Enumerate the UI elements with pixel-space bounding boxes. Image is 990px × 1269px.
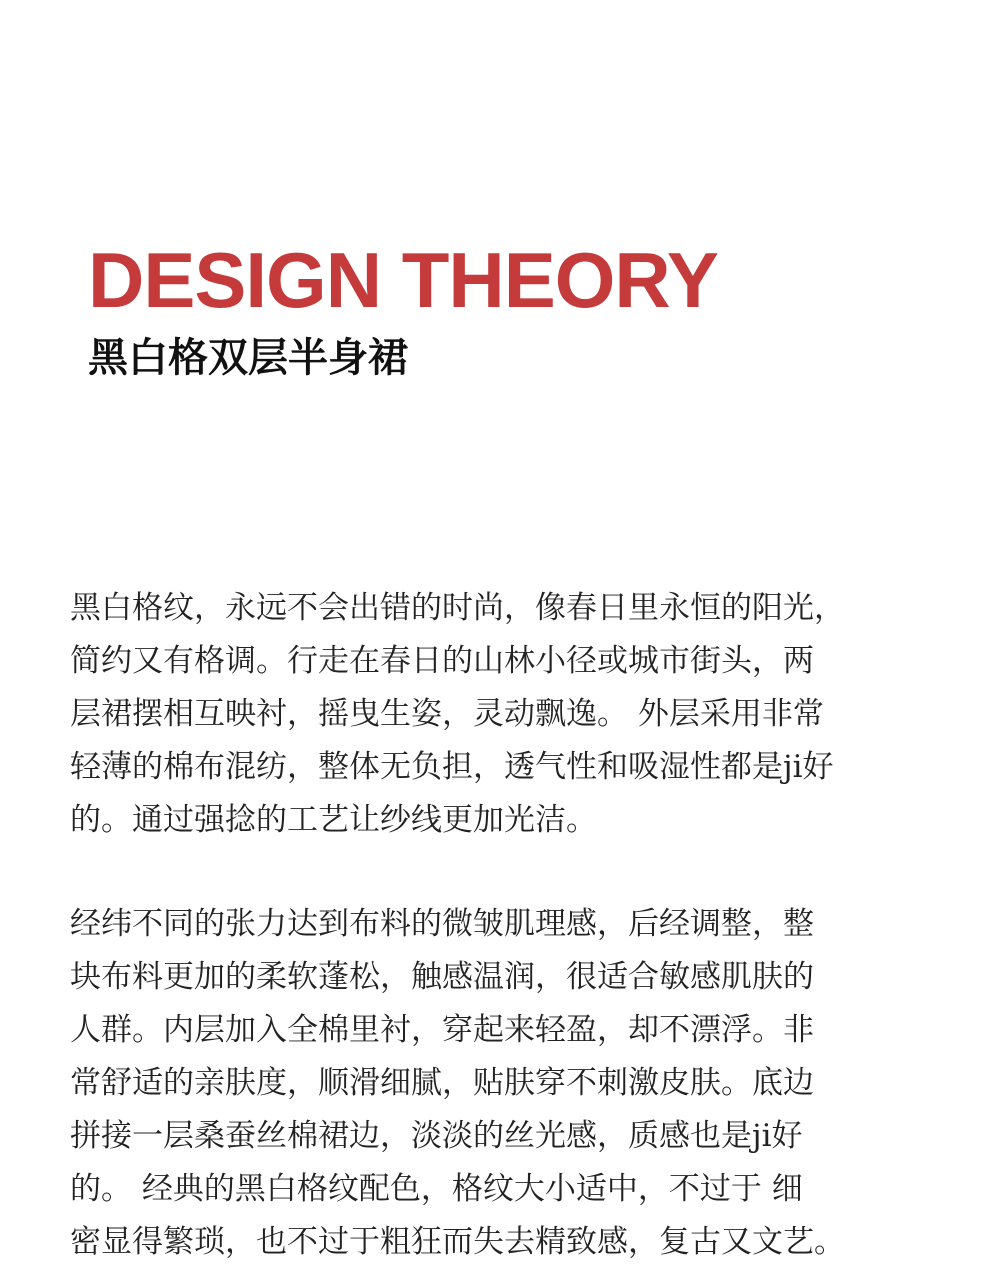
paragraph-line: 常舒适的亲肤度，顺滑细腻，贴肤穿不刺激皮肤。底边 [70, 1065, 814, 1101]
page-title: DESIGN THEORY [88, 236, 718, 324]
page-subtitle: 黑白格双层半身裙 [88, 335, 408, 381]
paragraph-line: 层裙摆相互映衬，摇曳生姿，灵动飘逸。 外层采用非常 [70, 696, 824, 732]
paragraph-line: 简约又有格调。行走在春日的山林小径或城市街头，两 [70, 643, 814, 679]
paragraph-line: 经纬不同的张力达到布料的微皱肌理感，后经调整，整 [70, 906, 814, 942]
paragraph-line: 的。 经典的黑白格纹配色，格纹大小适中，不过于 细 [70, 1171, 803, 1207]
paragraph-2 [70, 898, 920, 1269]
paragraph-1 [70, 582, 920, 847]
paragraph-line: 密显得繁琐，也不过于粗狂而失去精致感，复古又文艺。 [70, 1224, 845, 1260]
paragraph-line: 拼接一层桑蚕丝棉裙边，淡淡的丝光感，质感也是ji好 [70, 1118, 803, 1154]
paragraph-line: 块布料更加的柔软蓬松，触感温润，很适合敏感肌肤的 [70, 959, 814, 995]
paragraph-line: 轻薄的棉布混纺，整体无负担，透气性和吸湿性都是ji好 [70, 749, 834, 785]
paragraph-line: 的。通过强捻的工艺让纱线更加光洁。 [70, 802, 597, 838]
paragraph-line: 黑白格纹，永远不会出错的时尚，像春日里永恒的阳光， [70, 590, 845, 626]
paragraph-line: 人群。内层加入全棉里衬，穿起来轻盈，却不漂浮。非 [70, 1012, 814, 1048]
